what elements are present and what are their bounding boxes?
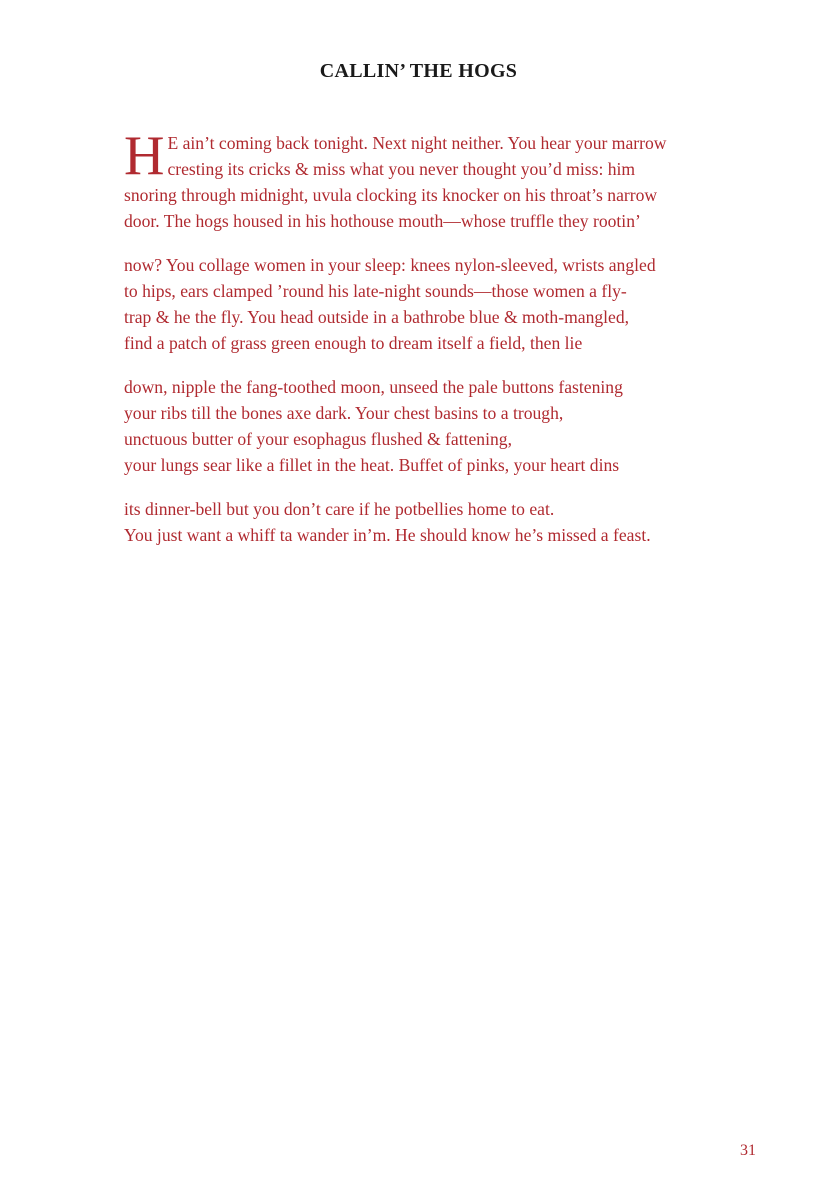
poem-line: door. The hogs housed in his hothouse mouth—whose truffle they rootin’ (124, 211, 641, 231)
page-number: 31 (740, 1142, 756, 1159)
poem-line: to hips, ears clamped ’round his late-night sounds—those women a fly- (124, 281, 627, 301)
poem-line: snoring through midnight, uvula clocking its knocker on his throat’s narrow (124, 185, 658, 205)
poem-title: CALLIN’ THE HOGS (319, 60, 518, 82)
poem-line: your lungs sear like a fillet in the heat. Buffet of pinks, your heart dins (124, 455, 620, 475)
poem-line: its dinner-bell but you don’t care if he potbellies home to eat. (124, 499, 555, 519)
poem-line: You just want a whiff ta wander in’m. He should know he’s missed a feast. (124, 525, 651, 545)
poem-line: your ribs till the bones axe dark. Your chest basins to a trough, (124, 403, 564, 423)
stanza-1 (124, 125, 744, 234)
drop-cap: H (124, 125, 165, 187)
poem-line: E ain’t coming back tonight. Next night neither. You hear your marrow (167, 133, 667, 153)
stanza-4 (124, 496, 744, 548)
poem-line: unctuous butter of your esophagus flushed & fattening, (124, 429, 512, 449)
stanza-3 (124, 374, 744, 478)
stanza-2 (124, 252, 744, 356)
poem-line: find a patch of grass green enough to dream itself a field, then lie (124, 333, 583, 353)
poem-line: down, nipple the fang-toothed moon, unseed the pale buttons fastening (124, 377, 623, 397)
poem-body (124, 125, 744, 566)
poem-line: cresting its cricks & miss what you never thought you’d miss: him (167, 159, 636, 179)
poem-line: trap & he the fly. You head outside in a bathrobe blue & moth-mangled, (124, 307, 630, 327)
poem-line: now? You collage women in your sleep: knees nylon-sleeved, wrists angled (124, 255, 656, 275)
